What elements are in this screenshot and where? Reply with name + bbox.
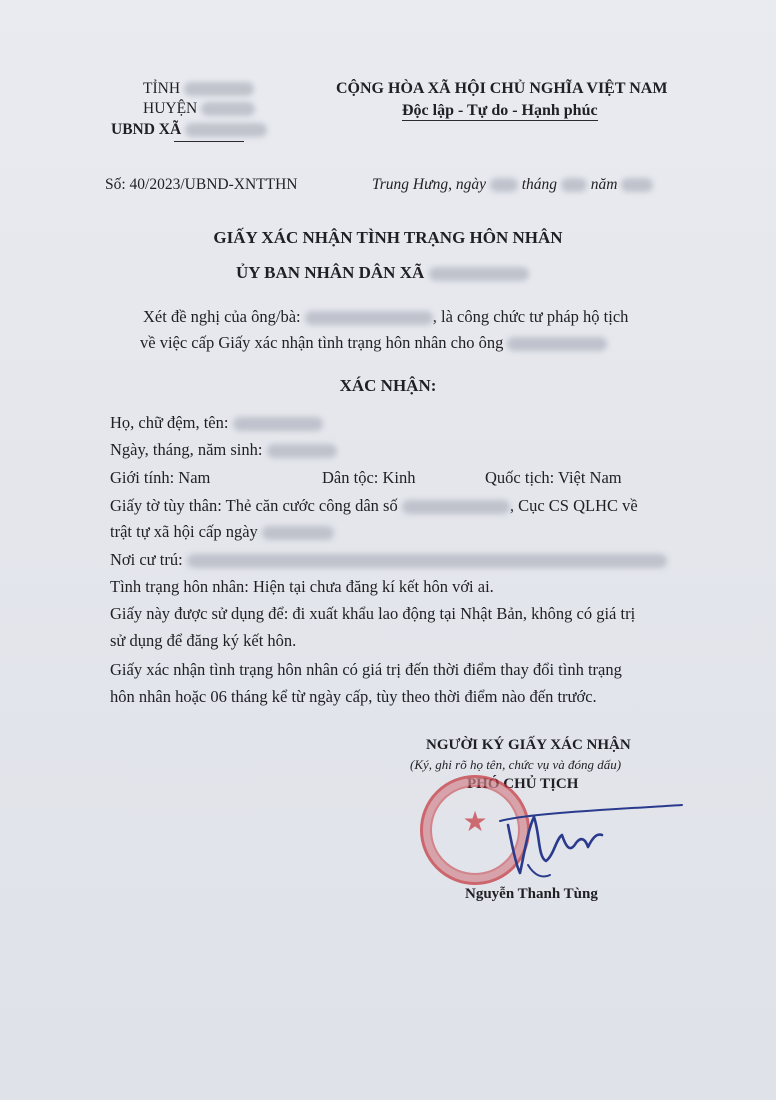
field-id-line-2 xyxy=(110,522,334,542)
gender-value: Giới tính: Nam xyxy=(110,468,211,487)
redacted-name xyxy=(233,417,323,431)
id-label: Giấy tờ tùy thân: Thẻ căn cước công dân số xyxy=(110,496,398,515)
handwritten-signature-icon xyxy=(470,795,690,885)
left-header-rule xyxy=(174,141,244,142)
redacted-province xyxy=(184,82,254,96)
redacted-commune xyxy=(185,123,267,137)
motto-text: Độc lập - Tự do - Hạnh phúc xyxy=(402,102,598,119)
signer-position: PHÓ CHỦ TỊCH xyxy=(467,776,579,792)
purpose-line-2: sử dụng để đăng ký kết hôn. xyxy=(110,631,297,650)
redacted-month xyxy=(561,178,587,192)
intro-line-2 xyxy=(140,333,607,353)
purpose-line-1: Giấy này được sử dụng để: đi xuất khẩu lao động tại Nhật Bản, không có giá trị xyxy=(110,604,636,623)
redacted-dob xyxy=(267,444,337,458)
dob-label: Ngày, tháng, năm sinh: xyxy=(110,440,263,459)
country-name: CỘNG HÒA XÃ HỘI CHỦ NGHĨA VIỆT NAM xyxy=(336,80,668,97)
redacted-residence xyxy=(187,554,667,568)
commune-label: UBND XÃ xyxy=(111,121,182,138)
field-gender-line xyxy=(110,468,210,488)
redacted-day xyxy=(490,178,518,192)
seal-star-icon: ★ xyxy=(462,807,488,838)
intro-request-label: Xét đề nghị của ông/bà: xyxy=(143,307,301,326)
nationality-value: Quốc tịch: Việt Nam xyxy=(485,468,622,487)
issuing-authority xyxy=(236,263,529,283)
ethnicity-value: Dân tộc: Kinh xyxy=(322,468,416,487)
redacted-year xyxy=(621,178,653,192)
redacted-officer-name xyxy=(305,311,433,325)
redacted-issuer-commune xyxy=(429,267,529,281)
field-id-line-1 xyxy=(110,496,638,516)
field-name xyxy=(110,413,323,433)
intro-line-1 xyxy=(143,307,628,327)
redacted-id-number xyxy=(402,500,510,514)
year-label: năm xyxy=(590,176,618,193)
signer-title: NGƯỜI KÝ GIẤY XÁC NHẬN xyxy=(426,737,631,753)
name-label: Họ, chữ đệm, tên: xyxy=(110,413,229,432)
national-motto xyxy=(402,102,598,120)
validity-line-1: Giấy xác nhận tình trạng hôn nhân có giá trị đến thời điểm thay đổi tình trạng xyxy=(110,660,622,679)
commune-line xyxy=(111,121,267,139)
id-issuer: , Cục CS QLHC về xyxy=(509,496,638,515)
signer-name: Nguyễn Thanh Tùng xyxy=(465,886,598,902)
province-line xyxy=(143,80,254,98)
district-label: HUYỆN xyxy=(143,100,198,117)
place-date-prefix: Trung Hưng, ngày xyxy=(372,176,486,193)
field-residence xyxy=(110,550,667,570)
document-number: Số: 40/2023/UBND-XNTTHN xyxy=(105,176,298,193)
month-label: tháng xyxy=(521,176,558,193)
marital-status: Tình trạng hôn nhân: Hiện tại chưa đăng kí kết hôn với ai. xyxy=(110,577,494,596)
intro-officer-role: , là công chức tư pháp hộ tịch xyxy=(432,307,629,326)
document-title: GIẤY XÁC NHẬN TÌNH TRẠNG HÔN NHÂN xyxy=(213,228,563,247)
intro-purpose: về việc cấp Giấy xác nhận tình trạng hôn nhân cho ông xyxy=(140,333,504,352)
district-line xyxy=(143,100,255,118)
place-date xyxy=(372,176,653,194)
field-dob xyxy=(110,440,337,460)
id-issue-date-label: trật tự xã hội cấp ngày xyxy=(110,522,258,541)
residence-label: Nơi cư trú: xyxy=(110,550,183,569)
redacted-district xyxy=(201,102,255,116)
province-label: TỈNH xyxy=(143,80,181,97)
confirm-heading: XÁC NHẬN: xyxy=(339,376,437,395)
redacted-applicant-name xyxy=(507,337,607,351)
issuer-text: ỦY BAN NHÂN DÂN XÃ xyxy=(236,263,425,282)
validity-line-2: hôn nhân hoặc 06 tháng kể từ ngày cấp, tùy theo thời điểm nào đến trước. xyxy=(110,687,597,706)
signature-note: (Ký, ghi rõ họ tên, chức vụ và đóng dấu) xyxy=(410,757,622,772)
redacted-id-date xyxy=(262,526,334,540)
